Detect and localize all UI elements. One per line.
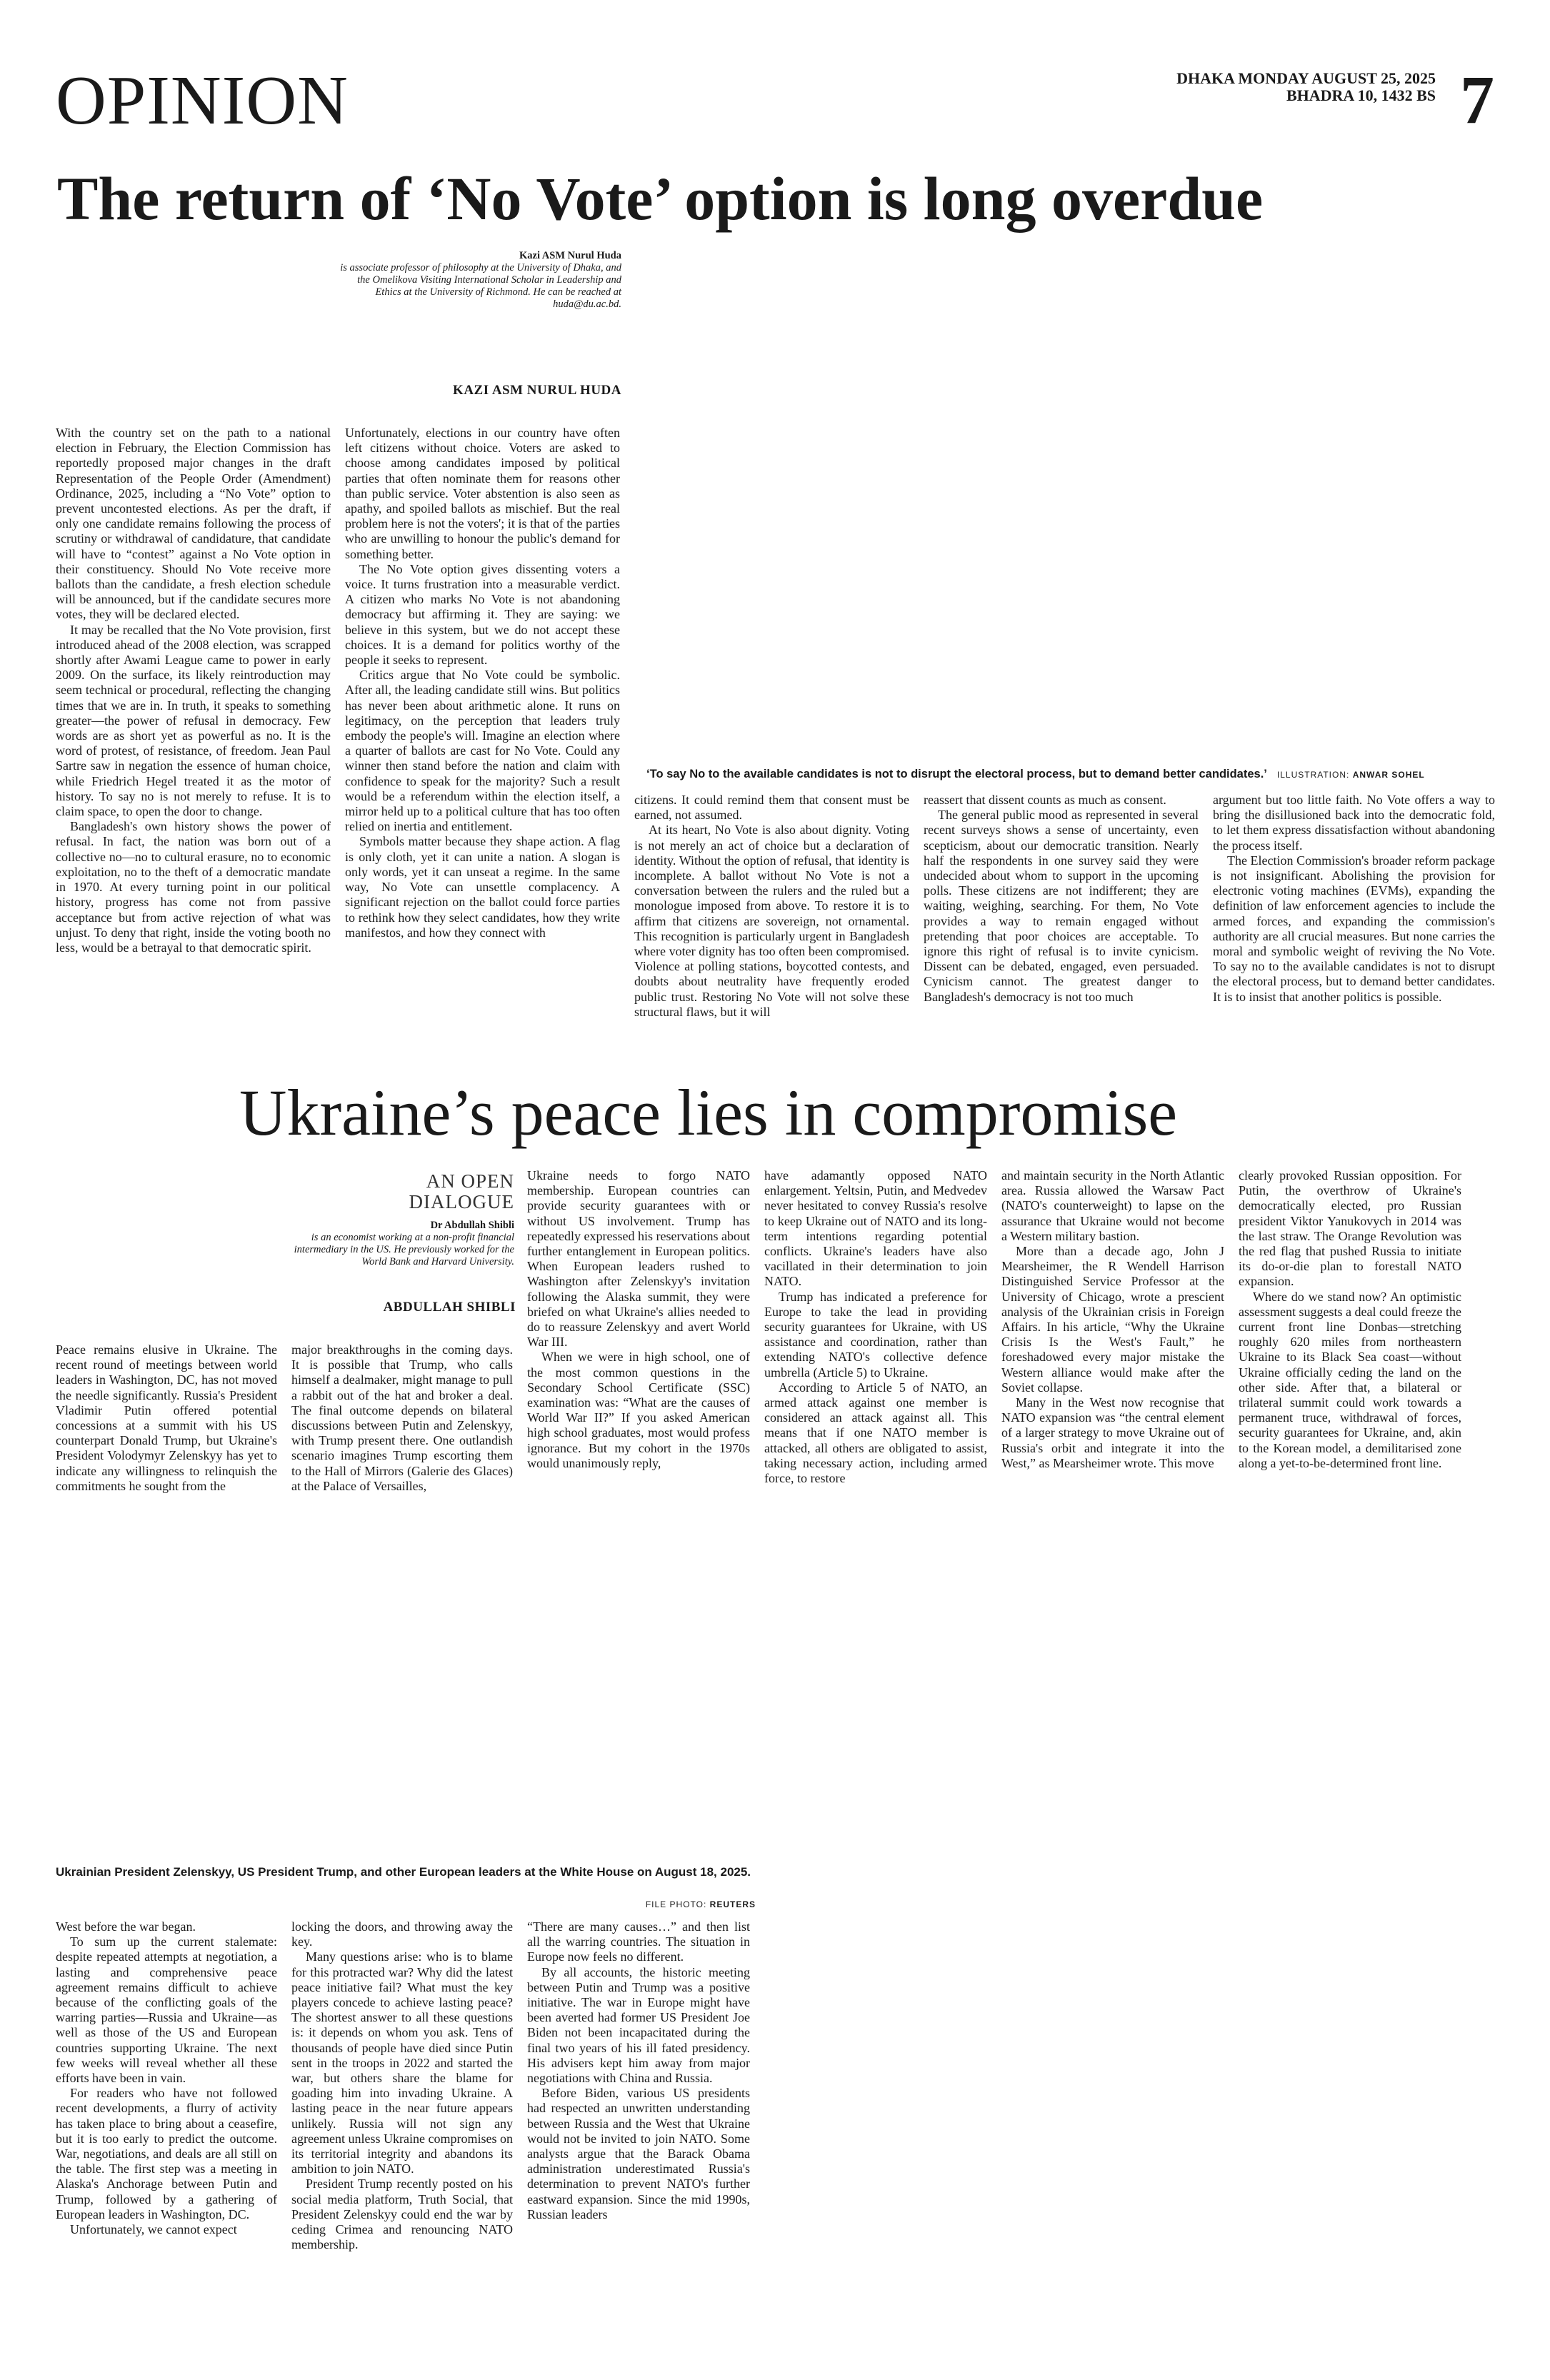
paragraph: When we were in high school, one of the most common questions in the Secondary School Certificate (SSC) examination was: “What are the causes of World War II?” If you asked American high school graduates, most would profess ignorance. But my cohort in the 1970s would unanimously reply,: [527, 1350, 750, 1470]
paragraph: clearly provoked Russian opposition. For Putin, the overthrow of Ukraine's democratically elected, pro Russian president Viktor Yanukovych in 2014 was the last straw. The Orange Revolution was the red flag that pushed Russia to initiate its do-or-die plan to forestall NATO expansion.: [1239, 1168, 1461, 1289]
paragraph: For readers who have not followed recent developments, a flurry of activity has taken place to bring about a ceasefire, but it is too early to predict the outcome. War, negotiations, and deals are all still on the table. The first step was a meeting in Alaska's Anchorage between Putin and Trump, followed by a gathering of European leaders in Washington, DC.: [56, 2086, 277, 2221]
paragraph: At its heart, No Vote is also about dignity. Voting is not merely an act of choice but a declaration of identity. Without the option of refusal, that identity is incomplete. A ballot without No Vote is not a conversation between the rulers and the ruled but a monologue imposed from above. To restore it is to affirm that citizens are sovereign, not ornamental. This recognition is particularly urgent in Bangladesh where voter dignity has too often been compromised. Violence at polling stations, boycotted contests, and doubts about neutrality have frequently eroded public trust. Restoring No Vote will not solve these structural flaws, but it will: [634, 823, 909, 1019]
article2-column-5: [1001, 1168, 1224, 1471]
paragraph: Unfortunately, elections in our country have often left citizens without choice. Voters are asked to choose among candidates imposed by political parties that often nominate them for reasons other than public service. Voter abstention is also seen as apathy, and spoiled ballots as mischief. But the real problem here is not the voters'; it is that of the parties who are unwilling to honour the public's demand for something better.: [345, 426, 620, 561]
paragraph: By all accounts, the historic meeting between Putin and Trump was a positive initiative. The war in Europe might have been averted had former US President Joe Biden not been incapacitated during the final two years of his ill fated presidency. His advisers kept him away from major negotiations with China and Russia.: [527, 1964, 750, 2086]
paragraph: According to Article 5 of NATO, an armed attack against one member is considered an attack against all. This means that if one NATO member is attacked, all others are obligated to assist, taking necessary action, including armed force, to restore: [764, 1380, 987, 1486]
bangla-date: BHADRA 10, 1432 BS: [1286, 86, 1436, 104]
paragraph: reassert that dissent counts as much as consent.: [924, 793, 1166, 807]
illustration-caption-row: [646, 767, 1496, 781]
paragraph: It may be recalled that the No Vote provision, first introduced ahead of the 2008 election, was scrapped shortly after Awami League came to power in early 2009. On the surface, its likely reintroduction may seem technical or procedural, reflecting the changing times that we are in. In truth, it speaks to something greater—the power of refusal in democracy. Few words are as short yet as powerful as no. It is the word of protest, of resistance, of freedom. Jean Paul Sartre saw in negation the essence of human choice, while Friedrich Hegel treated it as the motor of history. To say no is not merely to refuse. It is to claim space, to open the door to change.: [56, 622, 331, 819]
photo-caption: Ukrainian President Zelenskyy, US President Trump, and other European leaders at the White House on August 18, 2025.: [56, 1865, 751, 1879]
paragraph: With the country set on the path to a national election in February, the Election Commission has reportedly proposed major changes in the draft Representation of the People Order (Amendment) Ordinance, 2025, including a “No Vote” option to prevent uncontested elections. As per the draft, if only one candidate remains following the process of scrutiny or withdrawal of candidature, that candidate will have to “contest” against a No Vote option in their constituency. Should No Vote receive more ballots than the candidate, a fresh election schedule will be announced, but if the candidate secures more votes, they will be declared elected.: [56, 426, 331, 622]
illustration-caption: ‘To say No to the available candidates is not to disrupt the electoral process, but to demand better candidates.’: [646, 768, 1267, 780]
author-bio-text: is an economist working at a non-profit financial intermediary in the US. He previously worked for the World Bank and Harvard University.: [294, 1232, 514, 1267]
paragraph: major breakthroughs in the coming days. It is possible that Trump, who calls himself a dealmaker, might manage to pull a rabbit out of the hat and broker a deal. The final outcome depends on bilateral discussions between Putin and Zelenskyy, with Trump present there. One outlandish scenario imagines Trump escorting them to the Hall of Mirrors (Galerie des Glaces) at the Palace of Versailles,: [291, 1342, 513, 1493]
photo-credit: [56, 1899, 756, 1909]
illustration: [639, 243, 1496, 764]
news-photo: [56, 1542, 756, 1864]
paragraph: Unfortunately, we cannot expect: [70, 2222, 237, 2237]
article1-column-4: [924, 793, 1199, 1005]
paragraph: President Trump recently posted on his social media platform, Truth Social, that President Zelenskyy could end the war by ceding Crimea and renouncing NATO membership.: [291, 2176, 513, 2252]
paragraph: Critics argue that No Vote could be symbolic. After all, the leading candidate still wins. But politics has never been about arithmetic alone. It runs on legitimacy, on the perception that leaders truly embody the people's will. Imagine an election where a quarter of ballots are cast for No Vote. Could any winner then stand before the nation and claim with confidence to speak for the majority? Such a result would be a referendum within the election itself, a mirror held up to a political culture that has too often relied on inertia and entitlement.: [345, 668, 620, 834]
paragraph: To sum up the current stalemate: despite repeated attempts at negotiation, a lasting and comprehensive peace agreement remains difficult to achieve because of the conflicting goals of the warring parties—Russia and Ukraine—as well as those of the US and European countries supporting Ukraine. The next few weeks will reveal whether all these efforts have been in vain.: [56, 1934, 277, 2086]
article2-column-2: [291, 1342, 513, 1494]
dateline: [1007, 70, 1436, 104]
paragraph: The No Vote option gives dissenting voters a voice. It turns frustration into a measurable verdict. A citizen who marks No Vote is not abandoning democracy but affirming it. They are saying: we believe in this system, but we do not accept these choices. It is a demand for politics worthy of the people it seeks to represent.: [345, 561, 620, 668]
article1-column-2: [345, 426, 620, 940]
author-bio-text: is associate professor of philosophy at the University of Dhaka, and the Omelikova Visiting International Scholar in Leadership and Ethics at the University of Richmond. He can be reached at huda@du.ac.bd.: [340, 262, 621, 310]
paragraph: Trump has indicated a preference for Europe to take the lead in providing security guarantees for Ukraine, with US assistance and coordination, rather than extending NATO's collective defence umbrella (Article 5) to Ukraine.: [764, 1289, 987, 1380]
paragraph: West before the war began.: [56, 1919, 196, 1934]
series-tag-line1: AN OPEN: [426, 1170, 514, 1192]
paragraph: Many in the West now recognise that NATO expansion was “the central element of a larger strategy to move Ukraine out of Russia's orbit and integrate it into the West,” as Mearsheimer wrote. This move: [1001, 1395, 1224, 1470]
article2-column-3: [527, 1168, 750, 1471]
credit-name: REUTERS: [709, 1899, 756, 1909]
page-number: 7: [1460, 61, 1494, 138]
paragraph: Peace remains elusive in Ukraine. The recent round of meetings between world leaders in Washington, DC, has not moved the needle significantly. Russia's President Vladimir Putin offered potential concessions at a summit with his US counterpart Donald Trump, but Ukraine's President Volodymyr Zelenskyy has yet to indicate any willingness to relinquish the commitments he sought from the: [56, 1342, 277, 1493]
paragraph: have adamantly opposed NATO enlargement. Yeltsin, Putin, and Medvedev never hesitated to convey Russia's resolve to keep Ukraine out of NATO and its long-term intentions regarding potential conflicts. Ukraine's leaders have also vacillated in their determination to join NATO.: [764, 1168, 987, 1289]
article2-column-6: [1239, 1168, 1461, 1471]
article2-column-1: [56, 1342, 277, 1494]
article1-column-3: [634, 793, 909, 1020]
paragraph: “There are many causes…” and then list all the warring countries. The situation in Europe now feels no different.: [527, 1919, 750, 1964]
illustration-credit: [1277, 770, 1425, 780]
author-bio-name: Kazi ASM Nurul Huda: [519, 250, 621, 261]
article2-byline: ABDULLAH SHIBLI: [383, 1300, 516, 1315]
series-tag-line2: DIALOGUE: [409, 1191, 514, 1212]
paragraph: The Election Commission's broader reform package is not insignificant. Abolishing the provision for electronic voting machines (EVMs), expanding the definition of law enforcement agencies to include the armed forces, and expanding the commission's authority are all crucial measures. But none carries the moral and symbolic weight of reviving the No Vote. To say no to the available candidates is not to disrupt the electoral process, but to demand better candidates. It is to insist that another politics is possible.: [1213, 853, 1495, 1004]
credit-name: ANWAR SOHEL: [1352, 770, 1425, 780]
paragraph: Bangladesh's own history shows the power of refusal. In fact, the nation was born out of a collective no—no to cultural erasure, no to economic exploitation, no to the theft of a democratic mandate in 1970. At every turning point in our political history, progress has come not from passive acceptance but from active rejection of what was unjust. To deny that right, inside the voting booth no less, would be a betrayal to that democratic spirit.: [56, 819, 331, 955]
paragraph: Where do we stand now? An optimistic assessment suggests a deal could freeze the current front line Donbas—stretching roughly 620 miles from northeastern Ukraine to its Black Sea coast—without Ukraine officially ceding the land on the other side. After that, a bilateral or trilateral summit could work towards a permanent truce, withdrawal of forces, security guarantees for Ukraine, and, akin to the Korean model, a demilitarised zone along a yet-to-be-determined front line.: [1239, 1289, 1461, 1470]
credit-label: ILLUSTRATION:: [1276, 770, 1350, 780]
paragraph: and maintain security in the North Atlantic area. Russia allowed the Warsaw Pact (NATO's counterweight) to lapse on the assurance that Ukraine would not become a Western military bastion.: [1001, 1168, 1224, 1243]
date-line: DHAKA MONDAY AUGUST 25, 2025: [1176, 69, 1436, 87]
paragraph: citizens. It could remind them that consent must be earned, not assumed.: [634, 793, 909, 823]
article2-column-7: [56, 1919, 277, 2237]
paragraph: Many questions arise: who is to blame for this protracted war? Why did the latest peace initiative fail? What must the key players concede to achieve lasting peace? The shortest answer to all these questions is: it depends on whom you ask. Tens of thousands of people have died since Putin sent in the troops in 2022 and started the war, but others share the blame for goading him into invading Ukraine. A lasting peace in the near future appears unlikely. Russia will not sign any agreement unless Ukraine compromises on its territorial integrity and abandons its ambition to join NATO.: [291, 1949, 513, 2176]
section-title: OPINION: [56, 62, 349, 139]
paragraph: More than a decade ago, John J Mearsheimer, the R Wendell Harrison Distinguished Service Professor at the University of Chicago, wrote a prescient analysis of the Ukrainian crisis in Foreign Affairs. In his article, “Why the Ukraine Crisis Is the West's Fault,” he foreshadowed every major mistake the Western alliance would make after the Soviet collapse.: [1001, 1244, 1224, 1395]
paragraph: argument but too little faith. No Vote offers a way to bring the disillusioned back into the democratic fold, to let them express dissatisfaction without abandoning the process itself.: [1213, 793, 1495, 853]
article1-headline: The return of ‘No Vote’ option is long overdue: [57, 164, 1264, 233]
paragraph: locking the doors, and throwing away the key.: [291, 1919, 513, 1949]
author-bio: [336, 250, 621, 311]
article2-column-4: [764, 1168, 987, 1486]
article2-column-8: [291, 1919, 513, 2252]
article2-column-9: [527, 1919, 750, 2222]
paragraph: Symbols matter because they shape action. A flag is only cloth, yet it can unite a nation. A slogan is only words, yet it can unseat a regime. In the same way, No Vote can unsettle complacency. A significant rejection on the ballot could force parties to rethink how they select candidates, how they write manifestos, and how they connect with: [345, 834, 620, 940]
author-bio-name: Dr Abdullah Shibli: [430, 1220, 514, 1231]
credit-label: FILE PHOTO:: [645, 1899, 707, 1909]
article1-column-1: [56, 426, 331, 955]
paragraph: Ukraine needs to forgo NATO membership. European countries can provide security guarantees with or without US involvement. Trump has repeatedly expressed his reservations about further entanglement in European politics. When European leaders rushed to Washington after Zelenskyy's invitation following the Alaska summit, they were briefed on what Ukraine's allies needed to do to reassure Zelenskyy and avert World War III.: [527, 1168, 750, 1350]
series-tag: [286, 1171, 514, 1212]
author-bio: [286, 1220, 514, 1268]
article1-byline: KAZI ASM NURUL HUDA: [453, 383, 621, 398]
article2-headline: Ukraine’s peace lies in compromise: [239, 1076, 1178, 1149]
paragraph: The general public mood as represented in several recent surveys shows a sense of uncertainty, even scepticism, about our democratic transition. Nearly half the respondents in one survey said they were undecided about whom to support in the upcoming polls. These citizens are not indifferent; they are waiting, weighing, searching. For them, No Vote provides a way to remain engaged without pretending that poor choices are acceptable. To ignore this right of refusal is to invite cynicism. Dissent can be debated, engaged, even persuaded. Cynicism cannot. The greatest danger to Bangladesh's democracy is not too much: [924, 808, 1199, 1004]
paragraph: Before Biden, various US presidents had respected an unwritten understanding between Russia and the West that Ukraine would not be invited to join NATO. Some analysts argue that the Barack Obama administration underestimated Russia's determination to prevent NATO's further eastward expansion. Since the mid 1990s, Russian leaders: [527, 2086, 750, 2221]
article1-column-5: [1213, 793, 1495, 1005]
